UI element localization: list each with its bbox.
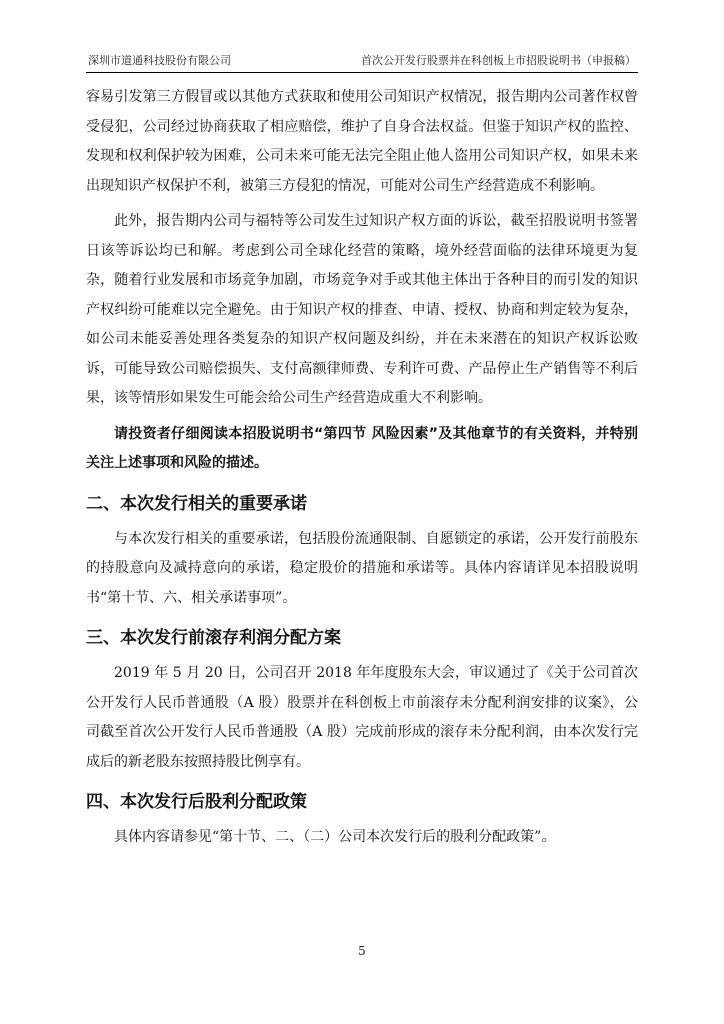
header-company-name: 深圳市道通科技股份有限公司	[88, 54, 231, 67]
paragraph-retained-profit: 2019 年 5 月 20 日，公司召开 2018 年年度股东大会，审议通过了《关于公司首次公开发行人民币普通股（A 股）股票并在科创板上市前滚存未分配利润安排的议案》，公司截至首次公开发行人民币普通股（A 股）完成前形成的滚存未分配利润，由本次发行完成后的新老股东按照持股比例享有。	[86, 665, 638, 770]
paragraph-dividend-policy: 具体内容请参见“第十节、二、（二）公司本次发行后的股利分配政策”。	[114, 829, 556, 845]
page-number: 5	[358, 944, 366, 958]
header-document-title: 首次公开发行股票并在科创板上市招股说明书（申报稿）	[361, 54, 636, 67]
section-heading-commitments: 二、本次发行相关的重要承诺	[86, 493, 307, 514]
section-heading-dividend-policy: 四、本次发行后股利分配政策	[86, 792, 307, 812]
paragraph-investor-notice: 请投资者仔细阅读本招股说明书“第四节 风险因素”及其他章节的有关资料，并特别关注上述事项和风险的描述。	[86, 425, 638, 471]
paragraph-ip-risk: 容易引发第三方假冒或以其他方式获取和使用公司知识产权情况，报告期内公司著作权曾受侵犯，公司经过协商获取了相应赔偿，维护了自身合法权益。但鉴于知识产权的监控、发现和权利保护较为困难，公司未来可能无法完全阻止他人盗用公司知识产权，如果未来出现知识产权保护不利，被第三方侵犯的情况，可能对公司生产经营造成不利影响。	[86, 89, 638, 194]
document-body	[86, 83, 638, 853]
paragraph-litigation: 此外，报告期内公司与福特等公司发生过知识产权方面的诉讼，截至招股说明书签署日该等诉讼均已和解。考虑到公司全球化经营的策略，境外经营面临的法律环境更为复杂，随着行业发展和市场竞争加剧，市场竞争对手或其他主体出于各种目的而引发的知识产权纠纷可能难以完全避免。由于知识产权的排查、申请、授权、协商和判定较为复杂，如公司未能妥善处理各类复杂的知识产权问题及纠纷，并在未来潜在的知识产权诉讼败诉，可能导致公司赔偿损失、支付高额律师费、专利许可费、产品停止生产销售等不利后果，该等情形如果发生可能会给公司生产经营造成重大不利影响。	[86, 213, 638, 406]
page-header	[86, 50, 638, 73]
paragraph-commitments: 与本次发行相关的重要承诺，包括股份流通限制、自愿锁定的承诺，公开发行前股东的持股意向及减持意向的承诺，稳定股价的措施和承诺等。具体内容请详见本招股说明书“第十节、六、相关承诺事项”。	[86, 530, 638, 606]
section-heading-retained-profit: 三、本次发行前滚存利润分配方案	[86, 628, 341, 648]
